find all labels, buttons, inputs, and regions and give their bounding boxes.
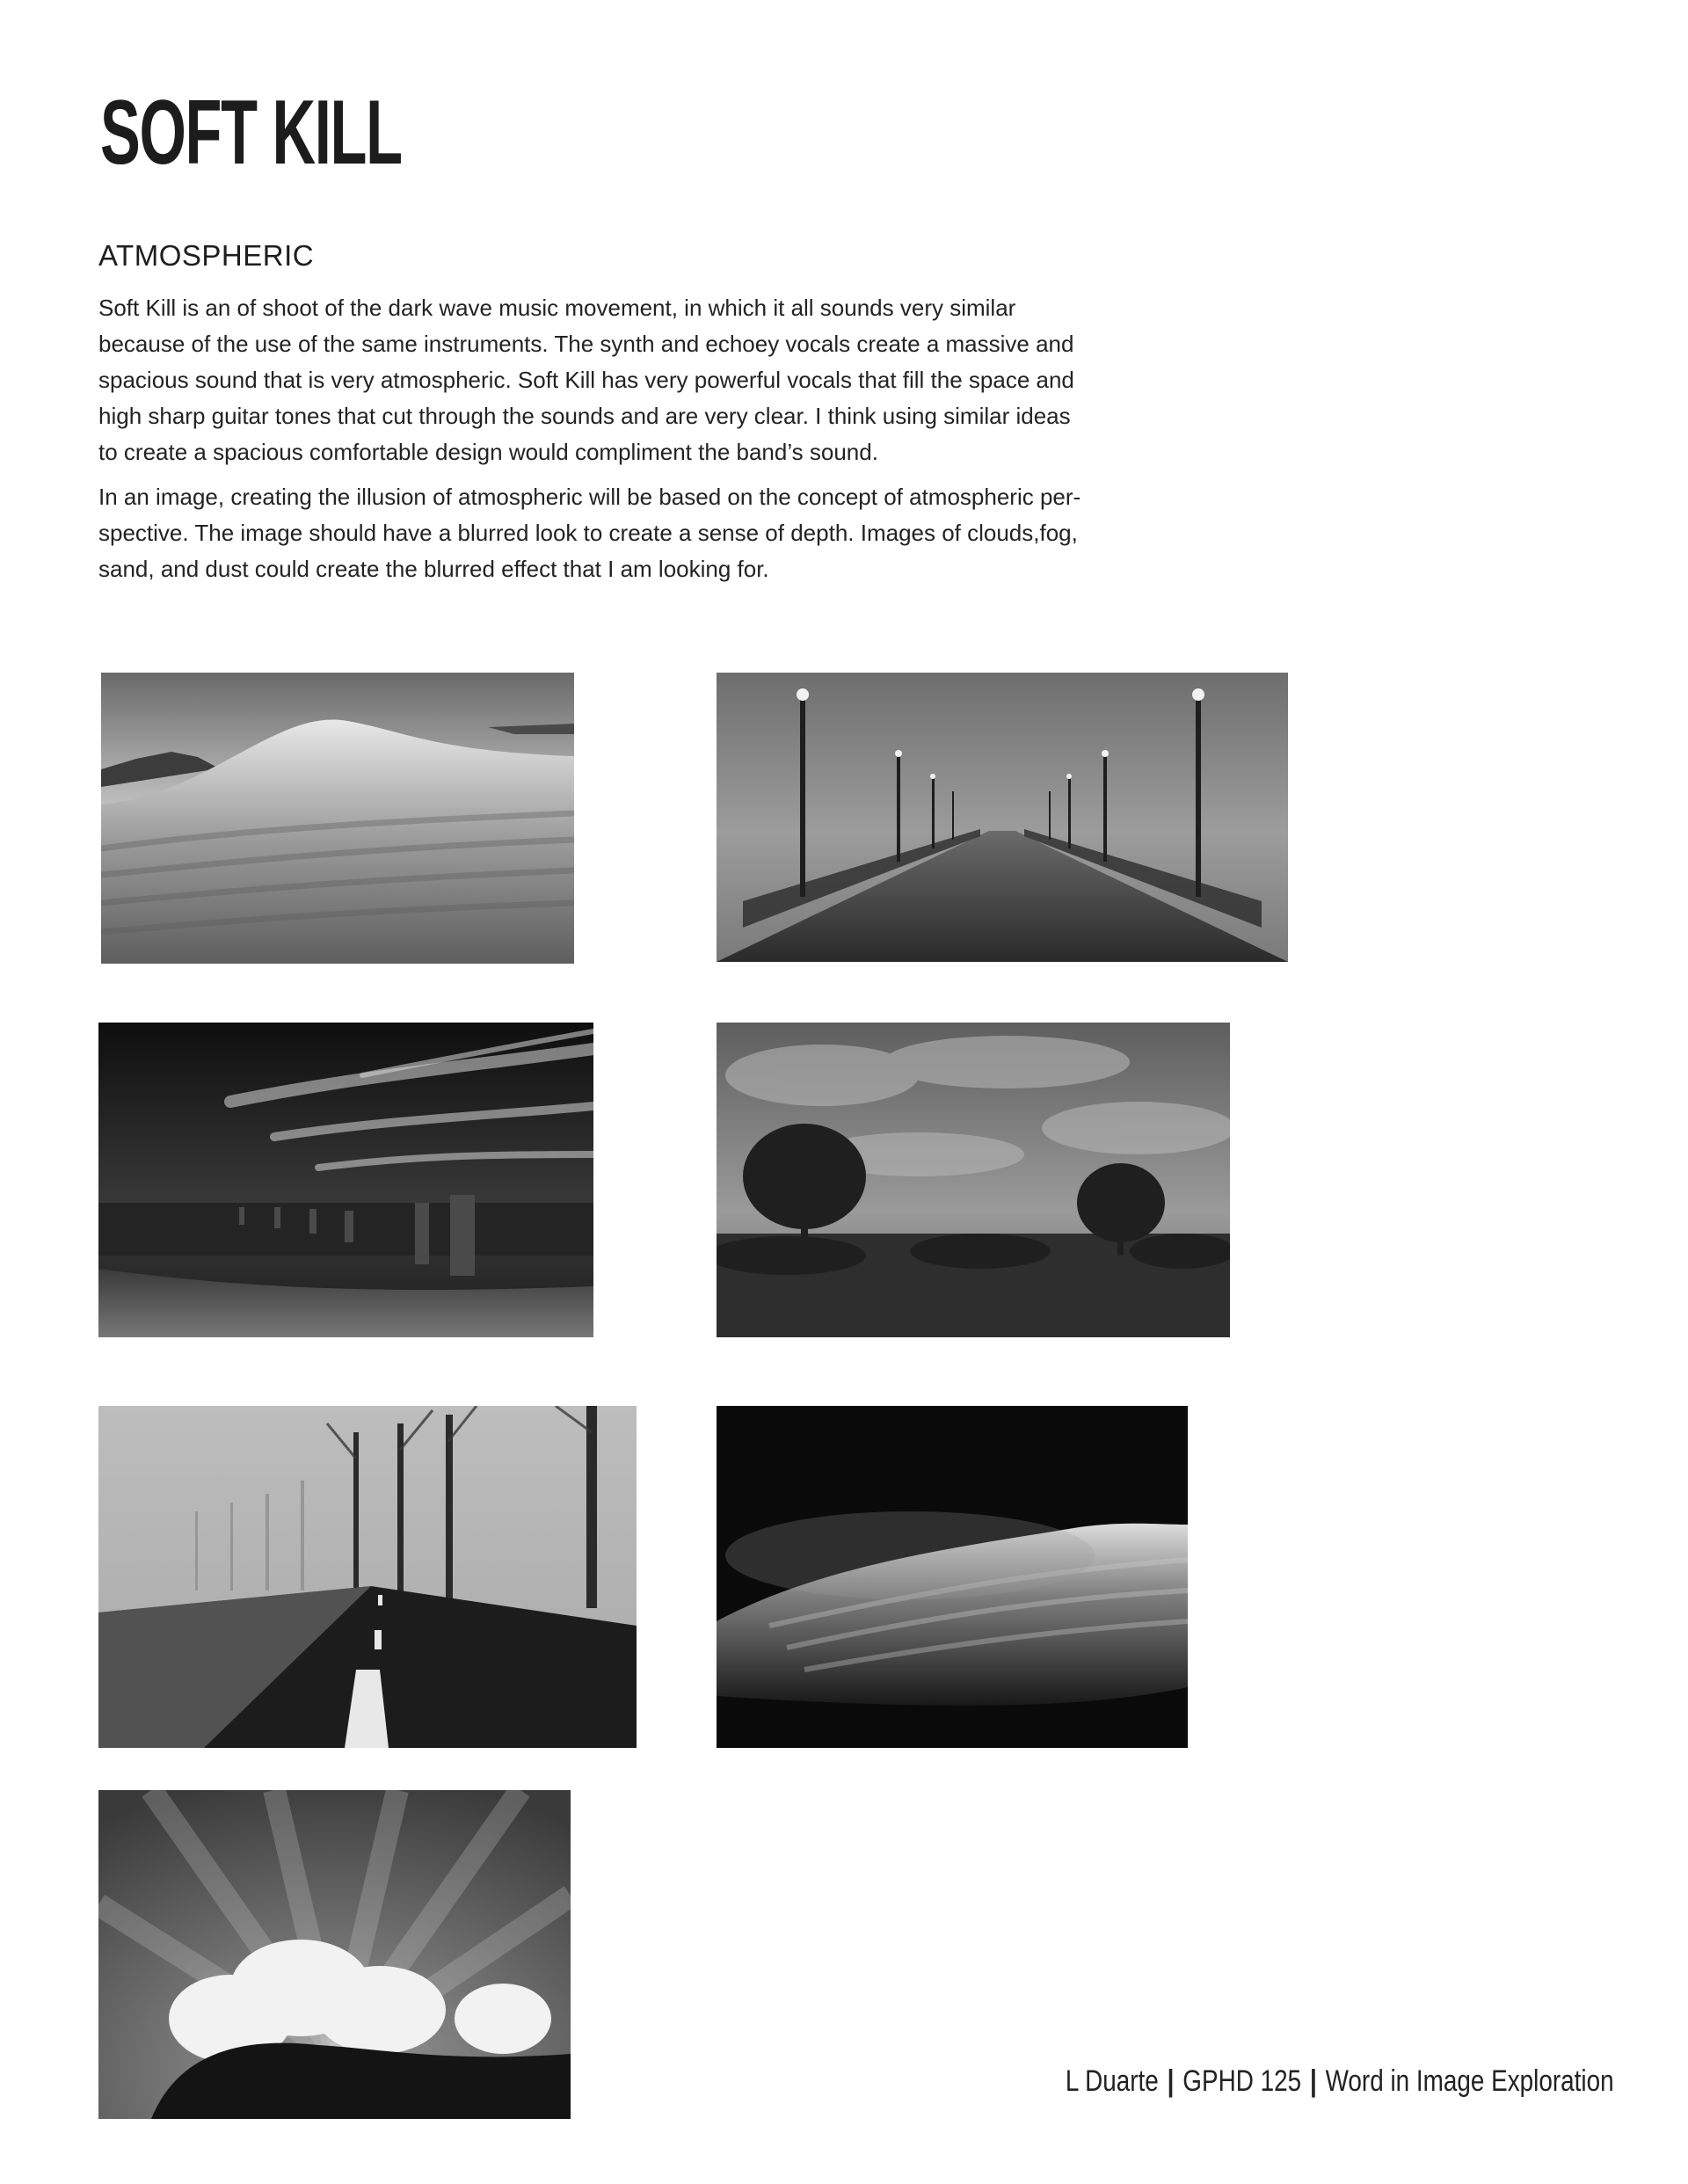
photo-foggy-pier	[717, 673, 1288, 962]
footer-course: GPHD 125	[1182, 2064, 1302, 2098]
section-heading: ATMOSPHERIC	[98, 239, 315, 272]
paragraph-2: In an image, creating the illusion of atmospheric will be based on the concept of atmospheric per- spective. The image should have a blurred look to create a sense of depth. Images of clouds,fog, sand, and dust could create the blurred effect that I am looking for.	[98, 484, 1081, 582]
photo-sand-dune	[101, 673, 574, 964]
body-text	[98, 290, 1118, 596]
footer-separator-1: |	[1168, 2064, 1175, 2098]
paragraph-1: Soft Kill is an of shoot of the dark wave music movement, in which it all sounds very similar because of the use of the same instruments. The synth and echoey vocals create a massive and spacious sound that is very atmospheric. Soft Kill has very powerful vocals that fill the space and high sharp guitar tones that cut through the sounds and are very clear. I think using similar ideas to create a spacious comfortable design would compliment the band’s sound.	[98, 295, 1074, 465]
footer-author: L Duarte	[1066, 2064, 1160, 2098]
photo-dust-wave	[717, 1406, 1188, 1748]
photo-cloud-rays	[98, 1790, 571, 2119]
footer-project: Word in Image Exploration	[1325, 2064, 1614, 2098]
photo-seascape-groynes	[98, 1023, 593, 1337]
photo-cloudy-trees	[717, 1023, 1230, 1337]
footer	[1066, 2064, 1614, 2099]
footer-separator-2: |	[1310, 2064, 1318, 2098]
page-title: SOFT KILL	[100, 82, 402, 184]
photo-foggy-road	[98, 1406, 637, 1748]
